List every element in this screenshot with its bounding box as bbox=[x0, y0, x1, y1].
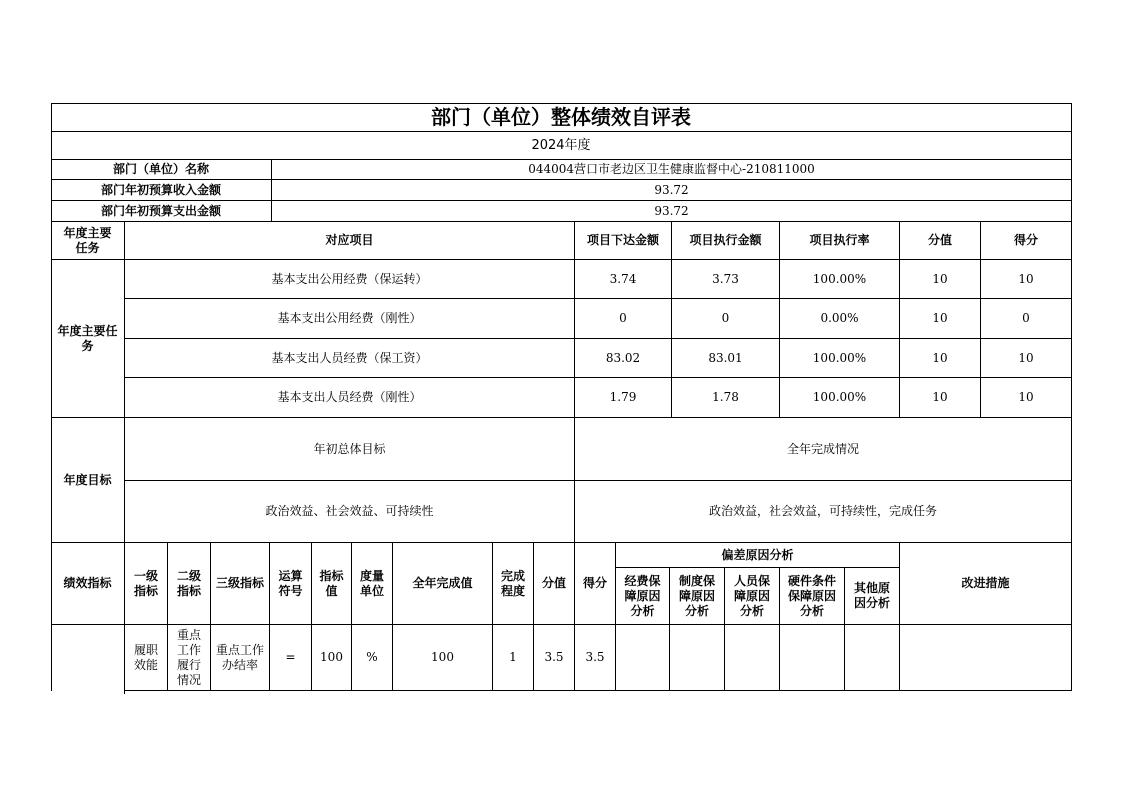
task-score: 0 bbox=[981, 299, 1072, 339]
task-value: 10 bbox=[900, 260, 981, 299]
task-header-executed: 项目执行金额 bbox=[672, 222, 780, 260]
dev-other-header: 其他原 因分析 bbox=[845, 568, 900, 625]
perf-level2: 重点 工作 履行 情况 bbox=[168, 625, 211, 691]
task-executed: 0 bbox=[672, 299, 780, 339]
task-rate: 0.00% bbox=[780, 299, 900, 339]
dev-staff-cell bbox=[725, 625, 780, 691]
perf-label: 绩效指标 bbox=[51, 543, 125, 625]
perf-target: 100 bbox=[312, 625, 352, 691]
task-value: 10 bbox=[900, 299, 981, 339]
expense-value: 93.72 bbox=[272, 201, 1072, 222]
task-header-score: 得分 bbox=[981, 222, 1072, 260]
dev-system-cell bbox=[670, 625, 725, 691]
perf-operator-header: 运算 符号 bbox=[270, 543, 312, 625]
perf-level1-header: 一级 指标 bbox=[125, 543, 168, 625]
goals-initial-header: 年初总体目标 bbox=[125, 418, 575, 481]
task-rate: 100.00% bbox=[780, 378, 900, 418]
dev-staff-header: 人员保 障原因 分析 bbox=[725, 568, 780, 625]
unit-name-label: 部门（单位）名称 bbox=[51, 160, 272, 180]
continuation-line bbox=[124, 691, 125, 694]
task-rate: 100.00% bbox=[780, 339, 900, 378]
task-header-project: 对应项目 bbox=[125, 222, 575, 260]
income-label: 部门年初预算收入金额 bbox=[51, 180, 272, 201]
perf-level3: 重点工作 办结率 bbox=[211, 625, 270, 691]
dev-system-header: 制度保 障原因 分析 bbox=[670, 568, 725, 625]
task-name: 基本支出公用经费（刚性） bbox=[125, 299, 575, 339]
report-year: 2024年度 bbox=[51, 132, 1072, 160]
expense-label: 部门年初预算支出金额 bbox=[51, 201, 272, 222]
perf-actual-header: 全年完成值 bbox=[393, 543, 493, 625]
goals-completion-text: 政治效益，社会效益，可持续性，完成任务 bbox=[575, 481, 1072, 543]
task-executed: 3.73 bbox=[672, 260, 780, 299]
task-value: 10 bbox=[900, 378, 981, 418]
perf-degree: 1 bbox=[493, 625, 534, 691]
dev-hardware-cell bbox=[780, 625, 845, 691]
task-score: 10 bbox=[981, 339, 1072, 378]
task-score: 10 bbox=[981, 378, 1072, 418]
perf-level3-header: 三级指标 bbox=[211, 543, 270, 625]
task-rate: 100.00% bbox=[780, 260, 900, 299]
dev-hardware-header: 硬件条件 保障原因 分析 bbox=[780, 568, 845, 625]
task-issued: 1.79 bbox=[575, 378, 672, 418]
deviation-header: 偏差原因分析 bbox=[616, 543, 900, 568]
dev-funds-cell bbox=[616, 625, 670, 691]
task-executed: 83.01 bbox=[672, 339, 780, 378]
perf-value-header: 分值 bbox=[534, 543, 575, 625]
perf-actual: 100 bbox=[393, 625, 493, 691]
goals-label: 年度目标 bbox=[51, 418, 125, 543]
perf-target-header: 指标 值 bbox=[312, 543, 352, 625]
goals-completion-header: 全年完成情况 bbox=[575, 418, 1072, 481]
task-issued: 83.02 bbox=[575, 339, 672, 378]
perf-row-label bbox=[51, 625, 125, 691]
task-header-issued: 项目下达金额 bbox=[575, 222, 672, 260]
perf-level1: 履职 效能 bbox=[125, 625, 168, 691]
task-value: 10 bbox=[900, 339, 981, 378]
perf-level2-header: 二级 指标 bbox=[168, 543, 211, 625]
goals-initial-text: 政治效益、社会效益、可持续性 bbox=[125, 481, 575, 543]
task-header-score-value: 分值 bbox=[900, 222, 981, 260]
perf-unit-header: 度量 单位 bbox=[352, 543, 393, 625]
task-issued: 3.74 bbox=[575, 260, 672, 299]
perf-score: 3.5 bbox=[575, 625, 616, 691]
dev-funds-header: 经费保 障原因 分析 bbox=[616, 568, 670, 625]
unit-name-value: 044004营口市老边区卫生健康监督中心-210811000 bbox=[272, 160, 1072, 180]
task-group-label: 年度主要任务 bbox=[51, 260, 125, 418]
task-issued: 0 bbox=[575, 299, 672, 339]
income-value: 93.72 bbox=[272, 180, 1072, 201]
perf-score-header: 得分 bbox=[575, 543, 616, 625]
task-name: 基本支出人员经费（刚性） bbox=[125, 378, 575, 418]
task-name: 基本支出人员经费（保工资） bbox=[125, 339, 575, 378]
improve-header: 改进措施 bbox=[900, 543, 1072, 625]
task-header-rate: 项目执行率 bbox=[780, 222, 900, 260]
perf-operator: = bbox=[270, 625, 312, 691]
task-name: 基本支出公用经费（保运转） bbox=[125, 260, 575, 299]
perf-value: 3.5 bbox=[534, 625, 575, 691]
task-score: 10 bbox=[981, 260, 1072, 299]
task-header-label: 年度主要 任务 bbox=[51, 222, 125, 260]
improve-cell bbox=[900, 625, 1072, 691]
dev-other-cell bbox=[845, 625, 900, 691]
perf-degree-header: 完成 程度 bbox=[493, 543, 534, 625]
task-executed: 1.78 bbox=[672, 378, 780, 418]
page-title: 部门（单位）整体绩效自评表 bbox=[51, 104, 1072, 132]
perf-unit: % bbox=[352, 625, 393, 691]
